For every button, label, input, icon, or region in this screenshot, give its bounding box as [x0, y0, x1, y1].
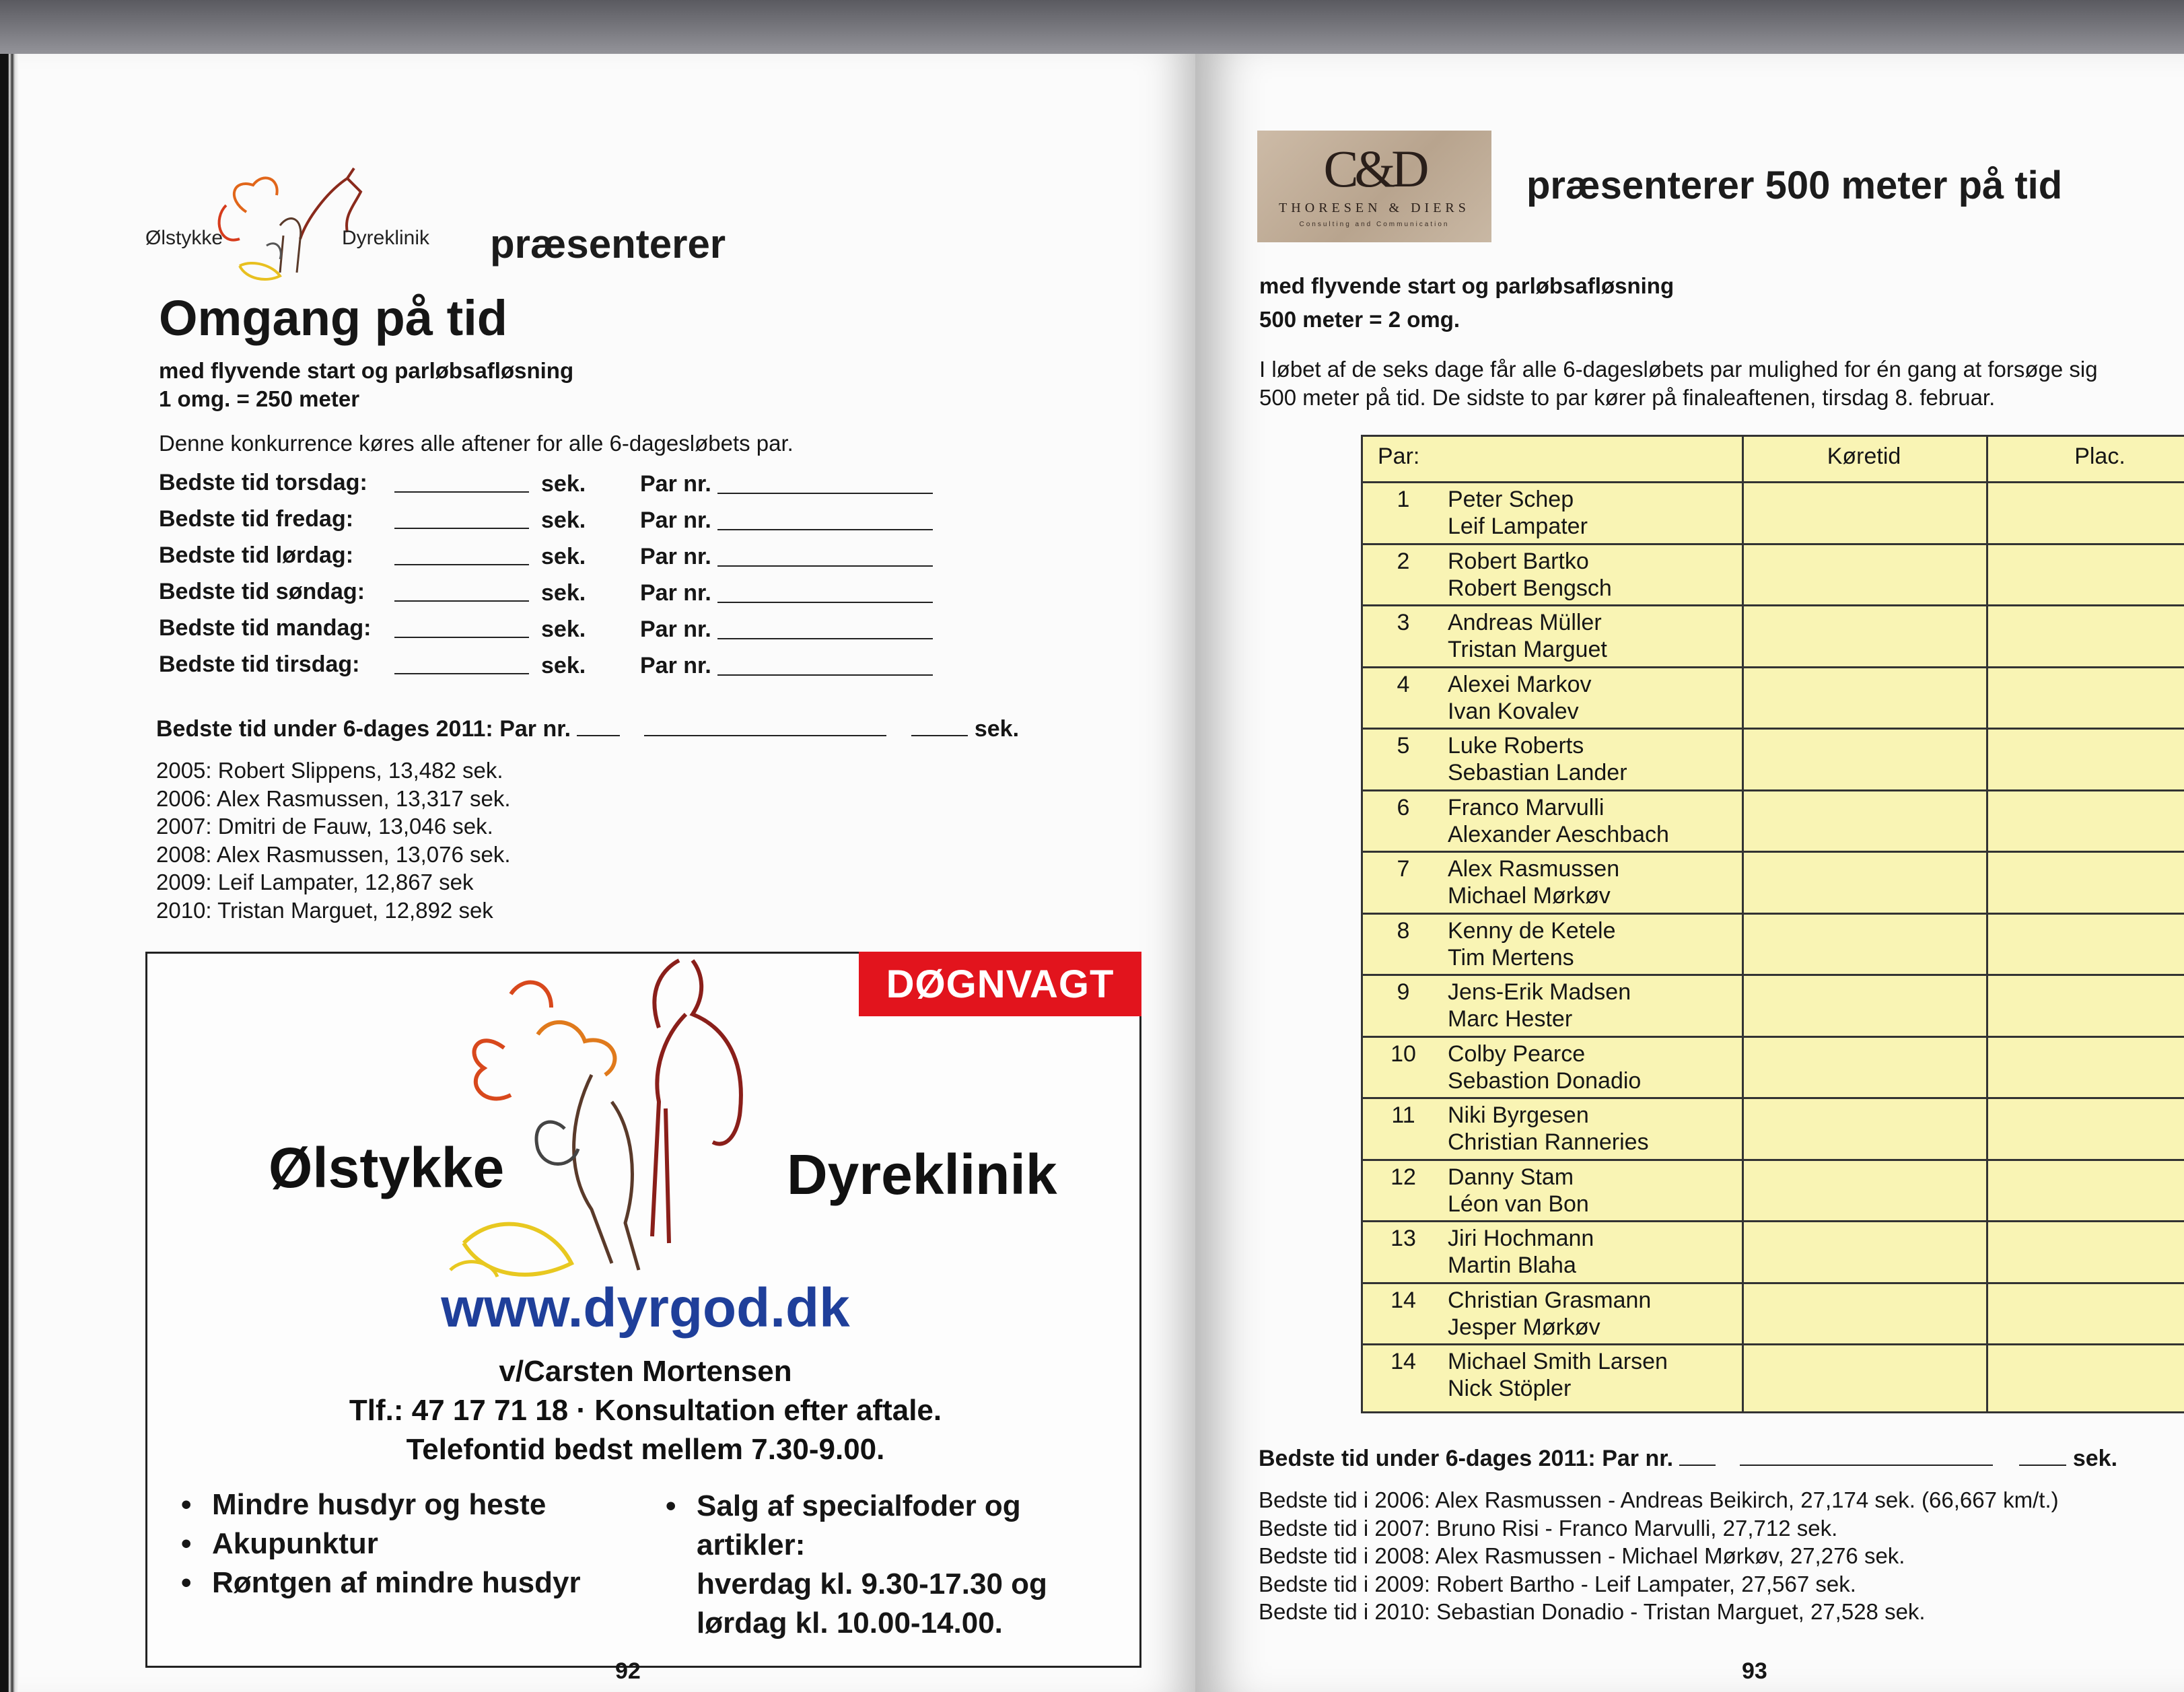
day-row	[159, 651, 966, 688]
service-item: • Akupunktur	[181, 1524, 581, 1563]
header-place: Plac.	[2074, 444, 2125, 469]
rider-name: Franco Marvulli	[1448, 794, 1605, 820]
history-item: 2009: Leif Lampater, 12,867 sek	[156, 870, 474, 894]
row-divider	[1363, 789, 2184, 791]
history-item: 2010: Tristan Marguet, 12,892 sek	[156, 897, 493, 923]
pair-number: 13	[1390, 1226, 1416, 1251]
rider-name: Christian Ranneries	[1448, 1129, 1649, 1155]
rider-name: Michael Mørkøv	[1448, 883, 1611, 909]
row-divider	[1363, 728, 2184, 730]
logo-monogram: C&D	[1323, 139, 1425, 198]
pair-number: 6	[1397, 794, 1410, 820]
rider-name: Sebastian Lander	[1448, 760, 1627, 785]
history-item: 2005: Robert Slippens, 13,482 sek.	[156, 758, 503, 783]
rider-name: Alex Rasmussen	[1448, 856, 1620, 882]
service-item: • Mindre husdyr og heste	[181, 1485, 581, 1524]
animals-illustration-icon	[437, 954, 854, 1304]
pair-number: 8	[1397, 917, 1410, 944]
best-overall-line	[1259, 1446, 2117, 1472]
history-item: 2007: Dmitri de Fauw, 13,046 sek.	[156, 814, 493, 839]
time-blank	[394, 637, 529, 638]
history-item: Bedste tid i 2008: Alex Rasmussen - Michael Mørkøv, 27,276 sek.	[1259, 1543, 1905, 1568]
rider-name: Andreas Müller	[1448, 610, 1602, 635]
day-row	[159, 506, 966, 542]
rider-name: Léon van Bon	[1448, 1191, 1589, 1217]
logo-label-left: Ølstykke	[145, 227, 223, 249]
book-spine	[0, 54, 19, 1692]
rider-name: Robert Bartko	[1448, 548, 1589, 574]
day-label: Bedste tid mandag:	[159, 615, 372, 641]
par-blank	[717, 493, 933, 494]
background	[0, 0, 2184, 61]
par-label: Par nr.	[640, 544, 711, 569]
row-divider	[1363, 1343, 2184, 1345]
clinic-name-left: Ølstykke	[269, 1136, 505, 1199]
par-label: Par nr.	[640, 471, 711, 497]
services-list-left	[181, 1485, 581, 1602]
pair-number: 11	[1391, 1102, 1415, 1128]
page-title: Omgang på tid	[159, 290, 507, 346]
rider-name: Niki Byrgesen	[1448, 1102, 1589, 1128]
presents-heading: præsenterer 500 meter på tid	[1526, 164, 2063, 207]
bullet: •	[666, 1489, 676, 1522]
rider-name: Tim Mertens	[1448, 944, 1574, 971]
history-list	[156, 756, 511, 924]
column-divider	[1742, 437, 1744, 1411]
sek-label: sek.	[541, 507, 586, 533]
clinic-logo-small	[145, 165, 468, 293]
day-label: Bedste tid lørdag:	[159, 542, 354, 568]
service-line: lørdag kl. 10.00-14.00.	[697, 1607, 1003, 1640]
pair-number: 14	[1390, 1349, 1416, 1374]
day-row	[159, 542, 966, 579]
sek-label: sek.	[541, 653, 586, 678]
logo-name: THORESEN & DIERS	[1279, 201, 1470, 215]
par-label: Par nr.	[640, 580, 711, 606]
day-label: Bedste tid tirsdag:	[159, 651, 360, 677]
page-92	[11, 54, 1195, 1692]
row-divider	[1363, 974, 2184, 976]
time-blank	[394, 491, 529, 493]
logo-label-right: Dyreklinik	[342, 227, 430, 249]
row-divider	[1363, 481, 2184, 483]
clinic-advertisement	[145, 952, 1141, 1668]
time-blank	[394, 528, 529, 529]
page-number: 93	[1742, 1658, 1767, 1684]
history-item: 2006: Alex Rasmussen, 13,317 sek.	[156, 785, 511, 811]
sek-label: sek.	[541, 616, 586, 642]
par-blank	[717, 674, 933, 676]
par-blank	[1679, 1447, 1716, 1466]
par-blank	[717, 638, 933, 639]
rider-name: Danny Stam	[1448, 1164, 1574, 1190]
sek-label: sek.	[541, 471, 586, 497]
service-item	[666, 1487, 1047, 1643]
best-overall-sek: sek.	[2072, 1446, 2118, 1471]
par-blank	[717, 529, 933, 530]
day-label: Bedste tid søndag:	[159, 579, 365, 604]
day-row	[159, 470, 966, 506]
rider-name: Nick Stöpler	[1448, 1376, 1572, 1401]
rider-name: Ivan Kovalev	[1448, 698, 1579, 724]
best-overall-label: Bedste tid under 6-dages 2011:	[156, 716, 493, 742]
pair-number: 9	[1397, 979, 1410, 1005]
row-divider	[1363, 1036, 2184, 1038]
time-blank	[394, 673, 529, 674]
rider-name: Leif Lampater	[1448, 514, 1588, 539]
pair-number: 1	[1397, 487, 1410, 512]
name-blank	[644, 717, 886, 736]
logo-tagline: Consulting and Communication	[1299, 221, 1450, 228]
par-label: Par nr.	[640, 616, 711, 642]
clinic-url-link[interactable]: www.dyrgod.dk	[441, 1277, 850, 1339]
best-overall-sek: sek.	[974, 716, 1020, 742]
rider-name: Alexei Markov	[1448, 671, 1592, 697]
clinic-name-right: Dyreklinik	[787, 1143, 1057, 1206]
pair-number: 14	[1390, 1287, 1416, 1313]
day-label: Bedste tid torsdag:	[159, 470, 367, 495]
service-line: Salg af specialfoder og	[697, 1489, 1021, 1522]
pair-number: 7	[1397, 856, 1410, 882]
row-divider	[1363, 913, 2184, 915]
time-blank	[394, 564, 529, 565]
sek-label: sek.	[541, 544, 586, 569]
rider-name: Alexander Aeschbach	[1448, 821, 1669, 847]
rider-name: Robert Bengsch	[1448, 575, 1612, 601]
intro-line: 500 meter på tid. De sidste to par kører på finaleaftenen, tirsdag 8. februar.	[1259, 385, 1996, 410]
pair-number: 5	[1397, 733, 1410, 759]
day-row	[159, 579, 966, 615]
results-table	[1361, 435, 2184, 1413]
par-blank	[577, 717, 620, 736]
intro-line: I løbet af de seks dage får alle 6-dagesløbets par mulighed for én gang at forsøge sig	[1259, 357, 2098, 382]
vet-name: v/Carsten Mortensen	[499, 1355, 792, 1388]
best-overall-label: Bedste tid under 6-dages 2011:	[1259, 1446, 1596, 1471]
day-row	[159, 615, 966, 651]
history-item: Bedste tid i 2006: Alex Rasmussen - Andreas Beikirch, 27,174 sek. (66,667 km/t.)	[1259, 1487, 2059, 1512]
par-blank	[717, 602, 933, 603]
rider-name: Peter Schep	[1448, 487, 1574, 512]
name-blank	[1740, 1447, 1993, 1466]
history-item: 2008: Alex Rasmussen, 13,076 sek.	[156, 841, 511, 867]
row-divider	[1363, 1220, 2184, 1222]
rider-name: Tristan Marguet	[1448, 637, 1607, 662]
time-blank	[2019, 1447, 2066, 1466]
row-divider	[1363, 1282, 2184, 1284]
page-93	[1195, 54, 2184, 1692]
intro-text	[1259, 355, 2184, 412]
row-divider	[1363, 1159, 2184, 1161]
rider-name: Christian Grasmann	[1448, 1287, 1652, 1313]
thoresen-diers-logo	[1257, 131, 1491, 242]
subtitle-distance: 500 meter = 2 omg.	[1259, 307, 1460, 332]
history-item: Bedste tid i 2009: Robert Bartho - Leif Lampater, 27,567 sek.	[1259, 1571, 1856, 1596]
service-line: hverdag kl. 9.30-17.30 og	[697, 1567, 1047, 1600]
time-blank	[394, 600, 529, 602]
service-item: • Røntgen af mindre husdyr	[181, 1563, 581, 1602]
rider-name: Kenny de Ketele	[1448, 917, 1616, 944]
rider-name: Marc Hester	[1448, 1006, 1573, 1032]
day-label: Bedste tid fredag:	[159, 506, 354, 532]
history-list	[1259, 1486, 2059, 1626]
best-overall-par: Par nr.	[499, 716, 571, 742]
intro-text: Denne konkurrence køres alle aftener for alle 6-dagesløbets par.	[159, 431, 794, 456]
services-list-right	[666, 1487, 1047, 1643]
rider-name: Jiri Hochmann	[1448, 1226, 1594, 1251]
rider-name: Luke Roberts	[1448, 733, 1584, 759]
daily-best-times	[159, 470, 966, 688]
dognvagt-badge: DØGNVAGT	[859, 952, 1141, 1016]
service-line: artikler:	[697, 1528, 806, 1561]
row-divider	[1363, 543, 2184, 545]
phone-line: Tlf.: 47 17 71 18 · Konsultation efter aftale.	[349, 1394, 942, 1427]
rider-name: Sebastion Donadio	[1448, 1067, 1642, 1094]
best-overall-par: Par nr.	[1602, 1446, 1674, 1471]
history-item: Bedste tid i 2010: Sebastian Donadio - Tristan Marguet, 27,528 sek.	[1259, 1599, 1926, 1624]
history-item: Bedste tid i 2007: Bruno Risi - Franco Marvulli, 27,712 sek.	[1259, 1515, 1838, 1541]
rider-name: Martin Blaha	[1448, 1253, 1576, 1278]
best-overall-line	[156, 716, 1019, 742]
row-divider	[1363, 666, 2184, 668]
pair-number: 2	[1397, 548, 1410, 574]
subtitle-start: med flyvende start og parløbsafløsning	[159, 358, 574, 383]
header-time: Køretid	[1827, 444, 1901, 469]
column-divider	[1986, 437, 1988, 1411]
page-number: 92	[615, 1658, 641, 1684]
row-divider	[1363, 851, 2184, 853]
row-divider	[1363, 1097, 2184, 1099]
time-blank	[911, 717, 968, 736]
row-divider	[1363, 604, 2184, 606]
presents-heading: præsenterer	[490, 221, 726, 267]
pair-number: 12	[1390, 1164, 1416, 1190]
phone-time: Telefontid bedst mellem 7.30-9.00.	[406, 1433, 885, 1466]
pair-number: 10	[1390, 1041, 1416, 1067]
par-label: Par nr.	[640, 653, 711, 678]
rider-name: Michael Smith Larsen	[1448, 1349, 1668, 1374]
sek-label: sek.	[541, 580, 586, 606]
rider-name: Jesper Mørkøv	[1448, 1314, 1600, 1340]
subtitle-distance: 1 omg. = 250 meter	[159, 386, 360, 411]
rider-name: Colby Pearce	[1448, 1041, 1586, 1067]
pair-number: 4	[1397, 671, 1410, 697]
rider-name: Jens-Erik Madsen	[1448, 979, 1631, 1005]
pair-number: 3	[1397, 610, 1410, 635]
header-par: Par:	[1378, 444, 1420, 469]
par-blank	[717, 565, 933, 567]
par-label: Par nr.	[640, 507, 711, 533]
subtitle-start: med flyvende start og parløbsafløsning	[1259, 273, 1675, 298]
